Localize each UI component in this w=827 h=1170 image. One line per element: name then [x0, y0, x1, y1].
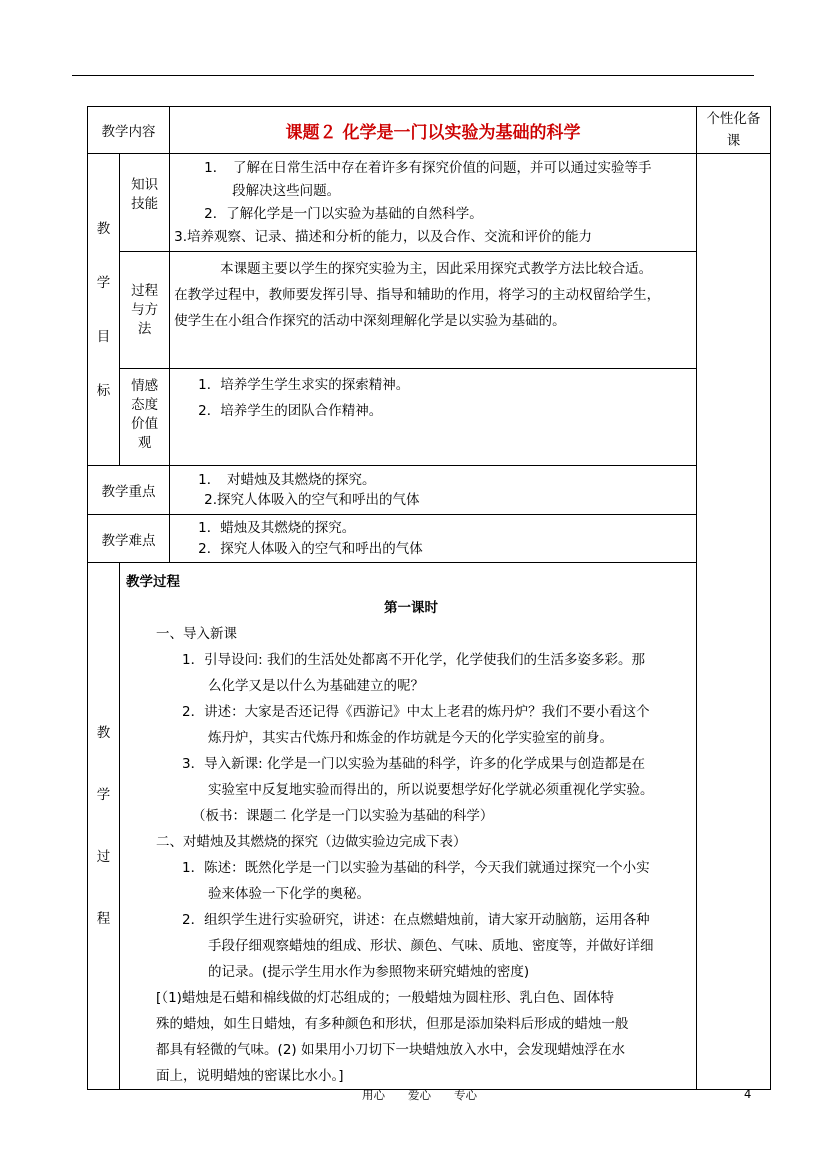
footer-motto: 用心 爱心 专心	[362, 1088, 477, 1102]
lesson-period: 第一课时	[383, 600, 438, 616]
process-method-row	[88, 252, 771, 369]
goals-char: 标	[96, 382, 111, 399]
key-points-label: 教学重点	[88, 466, 170, 515]
personal-prep-column	[696, 154, 770, 1090]
process-paragraph: 1．引导设问: 我们的生活处处都离不开化学，化学使我们的生活多姿多彩。那	[182, 652, 645, 668]
process-paragraph: 实验室中反复地实验而得出的，所以说要想学好化学就必须重视化学实验。	[208, 782, 654, 798]
knowledge-content	[170, 154, 697, 252]
process-paragraph: 1．陈述：既然化学是一门以实验为基础的科学，今天我们就通过探究一个小实	[182, 860, 650, 876]
key-points-row	[88, 466, 771, 515]
emotion-row	[88, 369, 771, 466]
page-number: 4	[744, 1087, 752, 1101]
personal-prep-line-2: 课	[726, 133, 741, 149]
bracket-note: 都具有轻微的气味。(2) 如果用小刀切下一块蜡烛放入水中，会发现蜡烛浮在水	[156, 1042, 625, 1058]
process-method-label	[120, 252, 170, 369]
goals-char: 学	[96, 274, 111, 291]
emotion-item: 2．培养学生的团队合作精神。	[198, 403, 383, 419]
process-heading: 教学过程	[126, 574, 181, 590]
process-paragraph: 么化学又是以什么为基础建立的呢？	[208, 678, 425, 694]
emotion-label-line: 情感	[131, 378, 159, 394]
process-label-line: 法	[137, 321, 152, 337]
process-paragraph: 2．讲述：大家是否还记得《西游记》中太上老君的炼丹炉？我们不要小看这个	[182, 704, 650, 720]
process-char: 过	[96, 849, 111, 865]
process-line: 在教学过程中，教师要发挥引导、指导和辅助的作用，将学习的主动权留给学生，	[174, 287, 661, 303]
knowledge-item: 3.培养观察、记录、描述和分析的能力，以及合作、交流和评价的能力	[174, 229, 592, 245]
goals-label	[88, 154, 120, 466]
personal-prep-line-1: 个性化备	[706, 111, 761, 127]
process-line: 本课题主要以学生的探究实验为主，因此采用探究式教学方法比较合适。	[220, 261, 653, 277]
process-label-line: 过程	[131, 283, 159, 299]
key-point-item: 2.探究人体吸入的空气和呼出的气体	[204, 492, 420, 508]
personal-prep-label	[696, 107, 770, 154]
knowledge-label-line: 知识	[131, 177, 159, 193]
knowledge-item: 2．了解化学是一门以实验为基础的自然科学。	[204, 206, 483, 222]
bracket-note: [（1)蜡烛是石蜡和棉线做的灯芯组成的；一般蜡烛为圆柱形、乳白色、固体特	[156, 990, 614, 1006]
lesson-title: 课题２ 化学是一门以实验为基础的科学	[170, 107, 697, 154]
header-rule	[72, 75, 754, 76]
emotion-label-line: 观	[137, 435, 152, 451]
process-paragraph: 手段仔细观察蜡烛的组成、形状、颜色、气味、质地、密度等，并做好详细	[208, 938, 654, 954]
emotion-label	[120, 369, 170, 466]
key-points-content	[170, 466, 697, 515]
process-char: 学	[96, 787, 111, 803]
process-paragraph: 的记录。(提示学生用水作为参照物来研究蜡烛的密度)	[208, 964, 530, 980]
bracket-note: 殊的蜡烛，如生日蜡烛，有多种颜色和形状，但那是添加染料后形成的蜡烛一般	[156, 1016, 629, 1032]
blackboard-note: （板书：课题二 化学是一门以实验为基础的科学）	[192, 808, 494, 824]
knowledge-row	[88, 154, 771, 252]
process-line: 使学生在小组合作探究的活动中深刻理解化学是以实验为基础的。	[174, 313, 566, 329]
bracket-note: 面上，说明蜡烛的密谋比水小。]	[156, 1068, 344, 1084]
goals-char: 目	[96, 328, 111, 345]
process-section-label	[88, 563, 120, 1090]
process-paragraph: 炼丹炉，其实古代炼丹和炼金的作坊就是今天的化学实验室的前身。	[208, 730, 614, 746]
section-heading: 二、对蜡烛及其燃烧的探究（边做实验边完成下表）	[156, 834, 467, 850]
goals-char: 教	[96, 220, 111, 237]
process-char: 程	[96, 911, 111, 927]
difficulties-label: 教学难点	[88, 515, 170, 563]
process-paragraph: 2．组织学生进行实验研究，讲述：在点燃蜡烛前，请大家开动脑筋，运用各种	[182, 912, 650, 928]
process-char: 教	[96, 725, 111, 741]
difficulties-content	[170, 515, 697, 563]
difficulties-row	[88, 515, 771, 563]
process-paragraph: 3．导入新课: 化学是一门以实验为基础的科学，许多的化学成果与创造都是在	[182, 756, 645, 772]
key-point-item: 1． 对蜡烛及其燃烧的探究。	[198, 472, 376, 488]
difficulty-item: 1．蜡烛及其燃烧的探究。	[198, 520, 356, 536]
knowledge-item: 段解决这些问题。	[232, 183, 341, 199]
teaching-process-row	[88, 563, 771, 1090]
process-paragraph: 验来体验一下化学的奥秘。	[208, 886, 371, 902]
emotion-label-line: 态度	[131, 397, 159, 413]
lesson-plan-table	[87, 106, 771, 1090]
process-label-line: 与方	[131, 302, 159, 318]
emotion-item: 1．培养学生学生求实的探索精神。	[198, 377, 410, 393]
process-content	[120, 563, 697, 1090]
emotion-content	[170, 369, 697, 466]
teaching-content-label: 教学内容	[88, 107, 170, 154]
knowledge-label	[120, 154, 170, 252]
knowledge-label-line: 技能	[131, 196, 159, 212]
process-method-content	[170, 252, 697, 369]
knowledge-item: 1． 了解在日常生活中存在着许多有探究价值的问题，并可以通过实验等手	[204, 160, 652, 176]
difficulty-item: 2．探究人体吸入的空气和呼出的气体	[198, 541, 423, 557]
title-row	[88, 107, 771, 154]
emotion-label-line: 价值	[131, 416, 159, 432]
section-heading: 一、导入新课	[156, 626, 238, 642]
